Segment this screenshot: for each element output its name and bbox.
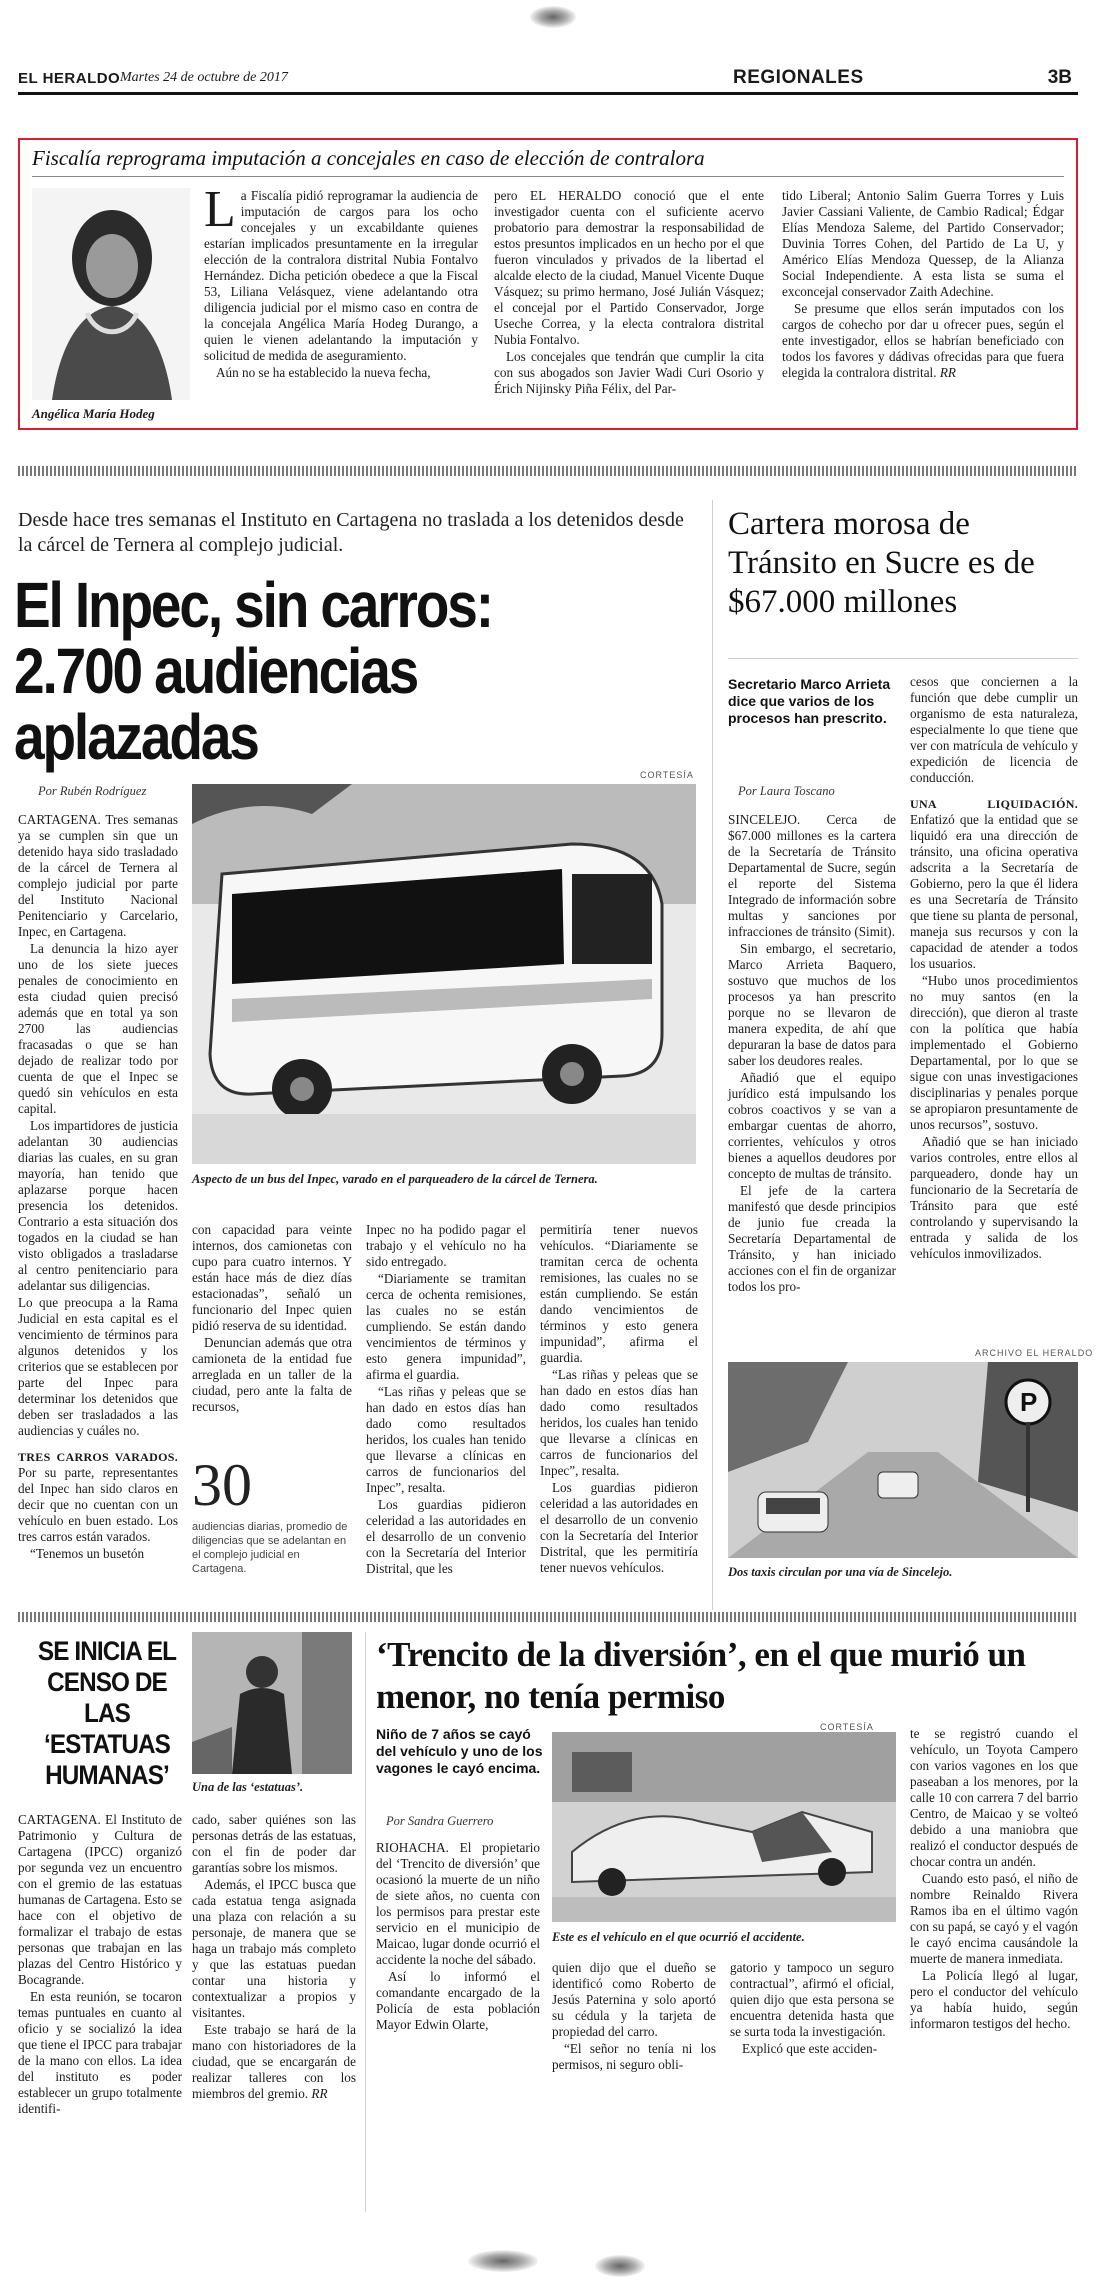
inpec-stat-text: audiencias diarias, promedio de diligencias que se adelantan en el complejo judicial en Cartagena. bbox=[192, 1521, 348, 1575]
inpec-c3p4: Los guardias pidieron celeridad a las autoridades en el desarrollo de un convenio con la Secretaría del Interior Distrital, que les bbox=[366, 1497, 526, 1576]
section-divider-1 bbox=[18, 466, 1078, 476]
trencito-dek: Niño de 7 años se cayó del vehículo y uno de los vagones le cayó encima. bbox=[376, 1726, 543, 1776]
inpec-c4p2: “Las riñas y peleas que se han dado en estos días han dado como resultados heridos, los cuales han tenido que llevarse a clínicas en carros de funcionarios del Inpec”, resalta. bbox=[540, 1367, 698, 1478]
box-col-1 bbox=[204, 181, 478, 382]
trencito-p2: Así lo informó el comandante encargado de la Policía de esta población Mayor Edwin Olarte, bbox=[376, 1969, 540, 2032]
inpec-title: El Inpec, sin carros: 2.700 audiencias aplazadas bbox=[14, 569, 492, 773]
trencito-c2p1: quien dijo que el dueño se identificó como Roberto de Jesús Paternina y solo aportó su cédula y la tarjeta de propiedad del carro. bbox=[552, 1960, 716, 2039]
trencito-col-3 bbox=[730, 1960, 894, 2058]
trencito-c3p2: Explicó que este acciden- bbox=[742, 2041, 878, 2056]
inpec-p2: La denuncia la hizo ayer uno de los siete jueces penales de conocimiento en esta ciudad quien precisó además que en total ya son 2700 las audiencias fracasadas o que se han dejado de realizar todo por cuenta de que el Inpec se quedó sin vehículos en esta capital. bbox=[18, 941, 178, 1116]
estatuas-title: SE INICIA EL CENSO DE LAS ‘ESTATUAS HUMANAS’ bbox=[37, 1636, 177, 1790]
sincelejo-taxi-photo bbox=[728, 1362, 1078, 1558]
trencito-p1: RIOHACHA. El propietario del ‘Trencito de diversión’ que ocasionó la muerte de un niño de siete años, no cuenta con los permisos para prestar este servicio en el municipio de Maicao, lugar donde ocurrió el accidente la noche del sábado. bbox=[376, 1840, 540, 1967]
trencito-r1: te se registró cuando el vehículo, un Toyota Campero con varios vagones en los que paseaban a los menores, por la calle 10 con carrera 7 del barrio Centro, de Maicao y se volteó debido a una maniobra que realizó el conductor después de chocar contra un andén. bbox=[910, 1726, 1078, 1869]
inpec-col-3 bbox=[366, 1222, 526, 1578]
estatuas-c2p2: Además, el IPCC busca que cada estatua tenga asignada una plaza con relación a su personaje, de manera que se haga un trabajo más completo y que las estatuas puedan contar una historia y contextualizar a propios y visitantes. bbox=[192, 1877, 356, 2020]
scan-mark-top bbox=[530, 6, 576, 28]
box-sig: RR bbox=[939, 365, 956, 380]
inpec-c3p3: “Las riñas y peleas que se han dado en estos días han dado como resultados heridos, los cuales han tenido que llevarse a clínicas en carros de funcionarios del Inpec”, resalta. bbox=[366, 1384, 526, 1495]
trencito-photo bbox=[552, 1732, 896, 1922]
page-number: 3B bbox=[1047, 67, 1072, 88]
estatuas-col-2 bbox=[192, 1812, 356, 2103]
inpec-credit: CORTESÍA bbox=[640, 770, 694, 780]
estatuas-c2p3: Este trabajo se hará de la mano con historiadores de la ciudad, que se encargarán de realizar talleres con los miembros del gremio. bbox=[192, 2022, 356, 2101]
box-col-3 bbox=[782, 188, 1064, 382]
box-col-2 bbox=[494, 188, 764, 398]
inpec-bus-photo bbox=[192, 784, 696, 1164]
inpec-p1: CARTAGENA. Tres semanas ya se cumplen sin que un detenido haya sido trasladado de la cárcel de Ternera al complejo judicial por parte del Instituto Nacional Penitenciario y Carcelario, Inpec, en Cartagena. bbox=[18, 812, 178, 939]
inpec-sub1: TRES CARROS VARADOS. bbox=[18, 1450, 178, 1464]
inpec-kicker: Desde hace tres semanas el Instituto en Cartagena no traslada a los detenidos desde la cárcel de Ternera al complejo judicial. bbox=[18, 509, 684, 556]
transito-dek: Secretario Marco Arrieta dice que varios de los procesos han prescrito. bbox=[728, 676, 891, 726]
trencito-title: ‘Trencito de la diversión’, en el que murió un menor, no tenía permiso bbox=[376, 1635, 1026, 1716]
box-title: Fiscalía reprograma imputación a concejales en caso de elección de contralora bbox=[32, 146, 705, 170]
transito-col-1 bbox=[728, 812, 896, 1296]
transito-r2: Enfatizó que la entidad que se liquidó era una dirección de tránsito, una oficina operativa adscrita a la Secretaría de Gobierno, pero la que él lidera es una Secretaría de Tránsito que tiene su planta de personal, maneja sus recursos y con la capacidad de atender a todos los usuarios. bbox=[910, 812, 1078, 971]
inpec-c4p1: permitiría tener nuevos vehículos. “Diariamente se tramitan cerca de ochenta remisiones, las cuales no se están cumpliendo. Se están dando vencimientos de términos y esto genera impunidad”, afirma el guardia. bbox=[540, 1222, 698, 1365]
trencito-r2: Cuando esto pasó, el niño de nombre Reinaldo Rivera Ramos iba en el último vagón con su papá, se cayó y el vagón le cayó encima causándole la muerte de manera inmediata. bbox=[910, 1871, 1078, 1966]
box-title-rule bbox=[32, 176, 1064, 177]
section-divider-2 bbox=[18, 1612, 1078, 1622]
inpec-c3p1: Inpec no ha podido pagar el trabajo y el vehículo no ha sido entregado. bbox=[366, 1222, 526, 1269]
box-col3b-text: Se presume que ellos serán imputados con los cargos de cohecho por dar u ofrecer pues, según el ente investigador, ellos se habrían beneficiado con todos los favores y dádivas ofrecidas para que fuera elegida la contralora distrital. bbox=[782, 301, 1064, 380]
transito-r4: Añadió que se han iniciado varios controles, entre ellos al parqueadero, donde hay un funcionario de la Secretaría de Tránsito para que esté controlando y supervisando la entrada y salida de los vehículos inmovilizados. bbox=[910, 1134, 1078, 1261]
scan-mark-bottom bbox=[468, 2250, 538, 2272]
box-col1-text: a Fiscalía pidió reprogramar la audiencia de imputación de cargos para los ocho concejales y un excabildante quienes estarían implicados presuntamente en la irregular elección de la contralora distrital Nubia Fontalvo Hernández. Dicha petición obedece a que la Fiscal 53, Liliana Velásquez, viene adelantando otra diligencia judicial por el mismo caso en contra de la concejala Angélica María Hodeg Durango, a quien le vienen adelantando la imputación y solicitud de medida de aseguramiento. bbox=[204, 188, 478, 363]
box-col1b-text: Aún no se ha establecido la nueva fecha, bbox=[216, 365, 431, 380]
box-col3-text: tido Liberal; Antonio Salim Guerra Torres y Luis Javier Cassiani Valiente, de Cambio Radical; Édgar Elías Mendoza Saleme, del Partido Conservador; Duvinia Torres Cohen, del Partido de La U, y Américo Elías Mendoza Quessep, de la Alianza Social Independiente. A esta lista se suma el exconcejal conservador Zaith Adechine. bbox=[782, 188, 1064, 299]
inpec-col-4 bbox=[540, 1222, 698, 1577]
estatuas-c2p1: cado, saber quiénes son las personas detrás de las estatuas, con el fin de poder dar garantías sobre los mismos. bbox=[192, 1812, 356, 1875]
estatuas-col-1 bbox=[18, 1812, 182, 2118]
inpec-c3p2: “Diariamente se tramitan cerca de ochenta remisiones, las cuales no se están cumpliendo. Se están dando vencimientos de términos y esto genera impunidad”, afirma el guardia. bbox=[366, 1271, 526, 1382]
transito-p2: Sin embargo, el secretario, Marco Arrieta Baquero, sostuvo que muchos de los procesos ya han prescrito porque no se llevaron de manera expedita, de ahí que depuraran la base de datos para saber los deudores reales. bbox=[728, 941, 896, 1068]
dropcap: L bbox=[204, 181, 236, 238]
estatuas-sig: RR bbox=[311, 2086, 328, 2101]
transito-byline: Por Laura Toscano bbox=[738, 784, 835, 798]
inpec-transito-divider bbox=[712, 500, 713, 1610]
trencito-byline: Por Sandra Guerrero bbox=[386, 1814, 494, 1828]
inpec-stat-number: 30 bbox=[192, 1452, 252, 1518]
svg-text:P: P bbox=[1020, 1387, 1038, 1417]
header-date: Martes 24 de octubre de 2017 bbox=[120, 70, 288, 85]
section-name: REGIONALES bbox=[733, 67, 864, 88]
trencito-r3: La Policía llegó al lugar, pero el conductor del vehículo ya había huido, según informaron testigos del hecho. bbox=[910, 1968, 1078, 2031]
inpec-p3: Los impartidores de justicia adelantan 30 audiencias diarias las cuales, en su gran mayoría, han tenido que aplazarse porque hacen presencia los detenidos. Contrario a esta situación dos togados en la ciudad se han visto obligados a trasladarse al centro penitenciario para adelantar sus diligencias. bbox=[18, 1118, 178, 1293]
inpec-col-2 bbox=[192, 1222, 352, 1416]
estatua-photo bbox=[192, 1632, 352, 1774]
trencito-credit: CORTESÍA bbox=[820, 1722, 874, 1732]
hodeg-caption: Angélica María Hodeg bbox=[32, 406, 155, 421]
transito-r3: “Hubo unos procedimientos no muy santos (en la dirección), que dieron al traste con la política que había implementado el Gobierno Departamental, por lo que se sigue con unas investigaciones disciplinarias y penales porque se apropiaron presuntamente de unos recursos”, sostuvo. bbox=[910, 973, 1078, 1132]
trencito-c3p1: gatorio y tampoco un seguro contractual”, afirmó el oficial, quien dijo que esta persona se encuentra detenida hasta que se surta toda la investigación. bbox=[730, 1960, 894, 2039]
transito-title-rule bbox=[728, 658, 1078, 659]
trencito-col-1 bbox=[376, 1840, 540, 2034]
inpec-p6: “Tenemos un busetón bbox=[30, 1546, 145, 1561]
estatuas-p2: En esta reunión, se tocaron temas puntuales en cuanto al oficio y se socializó la idea que tiene el IPCC para trabajar de la mano con ellos. La idea del instituto es poder establecer un grupo totalmente identifi- bbox=[18, 1989, 182, 2116]
boxed-article bbox=[18, 138, 1078, 430]
transito-p3: Añadió que el equipo jurídico está impulsando los cobros coactivos y se van a embargar cuentas de ahorro, corrientes, vehículos y otros bienes a aquellos deudores por concepto de multas de tránsito. bbox=[728, 1070, 896, 1181]
estatua-caption: Una de las ‘estatuas’. bbox=[192, 1780, 304, 1794]
transito-col-2 bbox=[910, 674, 1078, 1263]
trencito-col-2 bbox=[552, 1960, 716, 2074]
transito-photo-caption: Dos taxis circulan por una vía de Sincelejo. bbox=[728, 1565, 953, 1579]
scan-mark-bottom-2 bbox=[595, 2255, 645, 2277]
transito-p4: El jefe de la cartera manifestó que desde principios de junio fue creada la Secretaría Departamental de Tránsito, y han iniciado acciones con el fin de organizar todos los pro- bbox=[728, 1183, 896, 1294]
inpec-c4p3: Los guardias pidieron celeridad a las autoridades en el desarrollo de un convenio con la Secretaría del Interior Distrital, que les permitiría tener nuevos vehículos. bbox=[540, 1480, 698, 1575]
transito-r1: cesos que conciernen a la función que debe cumplir un organismo de esta naturaleza, especialmente lo que tiene que ver con matrícula de vehículo y expedición de licencia de conducción. bbox=[910, 674, 1078, 785]
estatuas-trencito-divider bbox=[365, 1632, 366, 2212]
estatuas-p1: CARTAGENA. El Instituto de Patrimonio y Cultura de Cartagena (IPCC) organizó por segunda vez un encuentro con el gremio de las estatuas humanas de Cartagena. Esto se hace con el objetivo de formalizar el trabajo de estas personas que trabajan en las plazas del Centro Histórico y Bocagrande. bbox=[18, 1812, 182, 1987]
transito-title: Cartera morosa de Tránsito en Sucre es de $67.000 millones bbox=[728, 506, 1035, 620]
trencito-col-4 bbox=[910, 1726, 1078, 2033]
box-col2-text: pero EL HERALDO conoció que el ente investigador cuenta con el suficiente acervo probatorio para demostrar la responsabilidad de estos presuntos implicados en un hecho por el que fueron vinculados y privados de la libertad el alcalde electo de la ciudad, Manuel Vicente Duque Vásquez; su primo hermano, José Julián Vásquez; el concejal por el Partido Conservador, Jorge Useche Correa, y la electa contralora distrital Nubia Fontalvo. bbox=[494, 188, 764, 347]
inpec-p4: Lo que preocupa a la Rama Judicial en esta capital es el vencimiento de términos para algunos detenidos y los criterios que se establecen por parte del Inpec para determinar los detenidos que deben ser trasladados a las audiencias y cuáles no. bbox=[18, 1295, 178, 1438]
inpec-c2p1: con capacidad para veinte internos, dos camionetas con cupo para cuatro internos. Y están hace más de diez días estacionadas”, señaló un funcionario del Inpec quien pidió reserva de su identidad. bbox=[192, 1222, 352, 1333]
box-col2b-text: Los concejales que tendrán que cumplir la cita con sus abogados son Javier Wadi Curi Osorio y Érich Nijinsky Piña Félix, del Par- bbox=[494, 349, 764, 396]
hodeg-photo bbox=[32, 188, 190, 400]
transito-credit: ARCHIVO EL HERALDO bbox=[975, 1348, 1094, 1358]
trencito-photo-caption: Este es el vehículo en el que ocurrió el accidente. bbox=[552, 1930, 805, 1944]
transito-p1: SINCELEJO. Cerca de $67.000 millones es la cartera de la Secretaría de Tránsito Departamental de Sucre, según el reporte del Sistema Integrado de información sobre multas y sanciones por infracciones de tránsito (Simit). bbox=[728, 812, 896, 939]
inpec-photo-caption: Aspecto de un bus del Inpec, varado en el parqueadero de la cárcel de Ternera. bbox=[192, 1172, 598, 1186]
trencito-c2p2: “El señor no tenía ni los permisos, ni seguro obli- bbox=[552, 2041, 716, 2072]
inpec-p5: Por su parte, representantes del Inpec han sido claros en decir que no cuentan con un vehículo en buen estado. Los tres carros están varados. bbox=[18, 1465, 178, 1544]
inpec-byline: Por Rubén Rodríguez bbox=[38, 784, 147, 798]
header-rule bbox=[18, 92, 1078, 95]
transito-sub: UNA LIQUIDACIÓN. bbox=[910, 797, 1078, 811]
inpec-c2p2: Denuncian además que otra camioneta de la entidad fue arreglada en un taller de la ciudad, pero ante la falta de recursos, bbox=[192, 1335, 352, 1414]
inpec-col-1 bbox=[18, 812, 178, 1563]
paper-name: EL HERALDO bbox=[18, 70, 121, 87]
